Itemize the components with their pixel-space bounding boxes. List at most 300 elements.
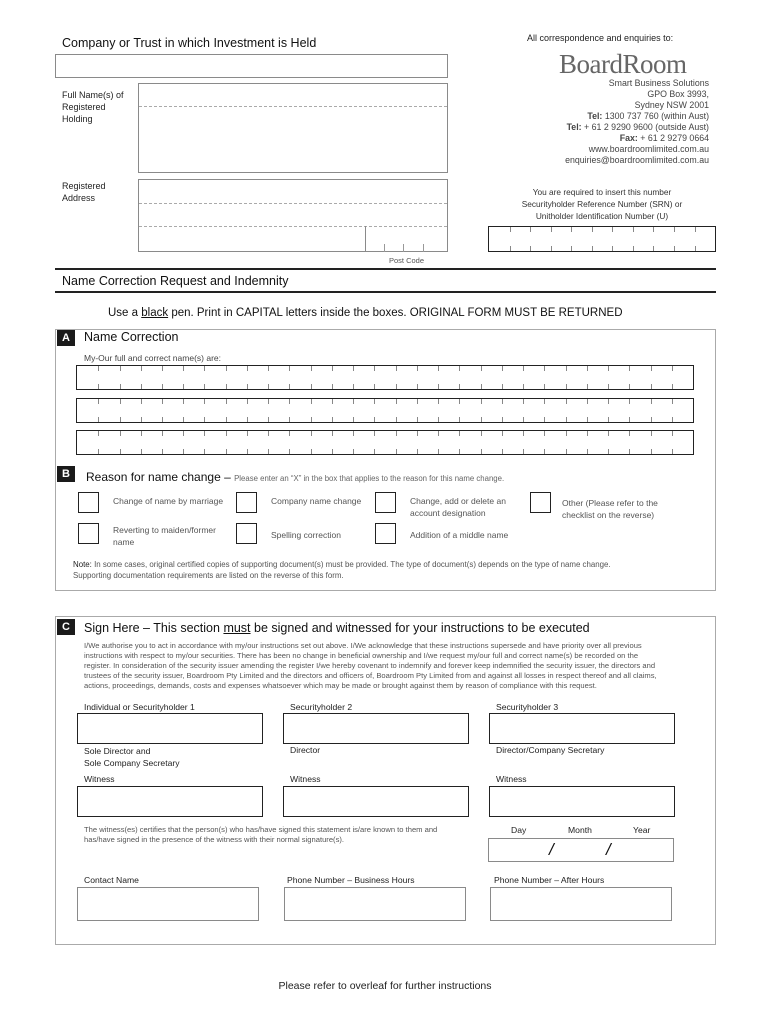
phone-business-input[interactable]	[284, 887, 466, 921]
email: enquiries@boardroomlimited.com.au	[565, 155, 709, 165]
date-separator: /	[606, 840, 611, 859]
witness-note	[84, 825, 437, 845]
company-title: Company or Trust in which Investment is Held	[62, 36, 317, 50]
section-a-title: Name Correction	[84, 330, 179, 344]
comb-tick	[141, 431, 142, 436]
comb-tick	[502, 384, 503, 389]
comb-tick	[374, 384, 375, 389]
comb-tick	[204, 384, 205, 389]
comb-tick	[396, 449, 397, 454]
comb-tick	[226, 431, 227, 436]
comb-tick	[204, 399, 205, 404]
comb-tick	[396, 384, 397, 389]
comb-tick	[141, 366, 142, 371]
comb-tick	[587, 399, 588, 404]
paragraph-line: actions, proceedings, demands, costs and expenses whatsoever which may be made or brought against them by reason of compliance with this request.	[84, 681, 597, 690]
tel-label: Tel:	[566, 122, 582, 132]
witness-box-3[interactable]	[489, 786, 675, 817]
comb-tick	[672, 431, 673, 436]
witness-2-label: Witness	[290, 774, 321, 784]
option-label	[562, 497, 658, 521]
comb-tick	[268, 417, 269, 422]
comb-tick	[523, 449, 524, 454]
full-names-input[interactable]	[138, 83, 448, 173]
note-text: In some cases, original certified copies of supporting document(s) must be provided. The type of document(s) depends on the type of name change.	[94, 560, 611, 569]
tel-intl-value: + 61 2 9290 9600 (outside Aust)	[584, 122, 709, 132]
comb-tick	[502, 417, 503, 422]
option-label: Change of name by marriage	[113, 496, 224, 506]
comb-tick	[98, 399, 99, 404]
company-input[interactable]	[55, 54, 448, 78]
tick	[384, 244, 385, 252]
comb-tick	[629, 399, 630, 404]
comb-tick	[183, 399, 184, 404]
tel-local-value: 1300 737 760 (within Aust)	[604, 111, 709, 121]
name-entry-row-1[interactable]	[76, 365, 694, 390]
checkbox-designation[interactable]	[375, 492, 396, 513]
website: www.boardroomlimited.com.au	[588, 144, 709, 154]
comb-tick	[566, 399, 567, 404]
witness-box-1[interactable]	[77, 786, 263, 817]
comb-tick	[417, 399, 418, 404]
comb-tick	[438, 366, 439, 371]
comb-tick	[459, 366, 460, 371]
comb-tick	[629, 449, 630, 454]
comb-tick	[141, 384, 142, 389]
section-c-title-text: Sign Here – This section	[84, 621, 220, 635]
comb-tick	[311, 449, 312, 454]
comb-tick	[523, 366, 524, 371]
comb-tick	[544, 399, 545, 404]
post-code-label: Post Code	[389, 256, 425, 265]
srn-instruction-line: Securityholder Reference Number (SRN) or	[521, 199, 683, 209]
comb-tick	[204, 431, 205, 436]
tel-label: Tel:	[587, 111, 603, 121]
comb-tick	[566, 449, 567, 454]
phone-after-label: Phone Number – After Hours	[494, 875, 605, 885]
comb-tick	[481, 449, 482, 454]
comb-tick	[247, 417, 248, 422]
full-names-label-line: Full Name(s) of	[62, 90, 124, 100]
instruction-line	[108, 307, 623, 319]
comb-tick	[247, 399, 248, 404]
comb-tick	[204, 417, 205, 422]
section-b-badge: B	[57, 466, 75, 482]
comb-tick	[120, 399, 121, 404]
comb-tick	[587, 431, 588, 436]
section-b-note	[73, 559, 611, 581]
comb-tick	[417, 384, 418, 389]
section-a-badge: A	[57, 330, 75, 346]
comb-tick	[120, 366, 121, 371]
comb-tick	[396, 431, 397, 436]
comb-tick	[183, 384, 184, 389]
comb-tick	[311, 431, 312, 436]
comb-tick	[587, 417, 588, 422]
comb-tick	[502, 399, 503, 404]
section-c-title-underlined: must	[223, 621, 251, 635]
comb-tick	[612, 246, 613, 251]
comb-tick	[332, 399, 333, 404]
comb-tick	[247, 384, 248, 389]
comb-tick	[629, 431, 630, 436]
role-2-label: Director	[290, 745, 321, 755]
comb-tick	[551, 246, 552, 251]
tick	[403, 244, 404, 252]
role-1-label	[84, 745, 180, 769]
option-label: Spelling correction	[271, 530, 341, 540]
comb-tick	[183, 431, 184, 436]
fax-value: + 61 2 9279 0664	[640, 133, 709, 143]
comb-tick	[289, 417, 290, 422]
option-label-line: account designation	[410, 508, 486, 518]
option-label: Company name change	[271, 496, 362, 506]
comb-tick	[629, 384, 630, 389]
comb-tick	[651, 449, 652, 454]
section-b-title: Reason for name change –	[86, 470, 231, 484]
comb-tick	[141, 399, 142, 404]
comb-tick	[566, 384, 567, 389]
checkbox-middle-name[interactable]	[375, 523, 396, 544]
comb-tick	[438, 431, 439, 436]
comb-tick	[608, 366, 609, 371]
checkbox-company-name[interactable]	[236, 492, 257, 513]
name-entry-row-3[interactable]	[76, 430, 694, 455]
comb-tick	[481, 399, 482, 404]
comb-tick	[544, 431, 545, 436]
comb-tick	[332, 417, 333, 422]
witness-note-line: The witness(es) certifies that the person(s) who has/have signed this statement is/are known to them and	[84, 825, 438, 834]
signature-box-1[interactable]	[77, 713, 263, 744]
checkbox-marriage[interactable]	[78, 492, 99, 513]
comb-tick	[396, 366, 397, 371]
comb-tick	[551, 227, 552, 232]
comb-tick	[608, 417, 609, 422]
comb-tick	[459, 417, 460, 422]
comb-tick	[417, 449, 418, 454]
comb-tick	[695, 227, 696, 232]
witness-1-label: Witness	[84, 774, 115, 784]
comb-tick	[566, 366, 567, 371]
comb-tick	[587, 449, 588, 454]
comb-tick	[608, 431, 609, 436]
comb-tick	[311, 366, 312, 371]
option-label-line: Other (Please refer to the	[562, 498, 658, 508]
comb-tick	[417, 366, 418, 371]
comb-tick	[268, 366, 269, 371]
holder-3-label: Securityholder 3	[496, 702, 559, 712]
tel-local	[480, 111, 709, 122]
comb-tick	[523, 384, 524, 389]
comb-tick	[183, 366, 184, 371]
comb-tick	[332, 366, 333, 371]
comb-tick	[544, 384, 545, 389]
comb-tick	[629, 366, 630, 371]
phone-after-input[interactable]	[490, 887, 672, 921]
witness-3-label: Witness	[496, 774, 527, 784]
comb-tick	[311, 399, 312, 404]
comb-tick	[530, 246, 531, 251]
comb-tick	[523, 431, 524, 436]
comb-tick	[268, 384, 269, 389]
comb-tick	[502, 449, 503, 454]
comb-tick	[653, 246, 654, 251]
comb-tick	[204, 449, 205, 454]
comb-tick	[651, 384, 652, 389]
comb-tick	[629, 417, 630, 422]
srn-instruction	[488, 186, 716, 222]
comb-tick	[523, 417, 524, 422]
comb-tick	[268, 399, 269, 404]
comb-tick	[247, 366, 248, 371]
comb-tick	[353, 384, 354, 389]
comb-tick	[571, 246, 572, 251]
indemnity-paragraph	[84, 641, 694, 691]
comb-tick	[226, 449, 227, 454]
srn-instruction-line: Unitholder Identification Number (U)	[535, 211, 669, 221]
comb-tick	[481, 431, 482, 436]
date-input[interactable]	[488, 838, 674, 862]
comb-tick	[183, 449, 184, 454]
comb-tick	[544, 449, 545, 454]
comb-tick	[98, 417, 99, 422]
comb-tick	[417, 431, 418, 436]
comb-tick	[672, 449, 673, 454]
address-label	[62, 180, 106, 204]
name-entry-row-2[interactable]	[76, 398, 694, 423]
comb-tick	[438, 384, 439, 389]
comb-tick	[587, 384, 588, 389]
address-line: Sydney NSW 2001	[634, 100, 709, 110]
witness-note-line: has/have signed in the presence of the witness with their normal signature(s).	[84, 835, 345, 844]
srn-instruction-line: You are required to insert this number	[532, 187, 672, 197]
comb-tick	[289, 449, 290, 454]
comb-tick	[608, 449, 609, 454]
option-label-line: Reverting to maiden/former	[113, 525, 216, 535]
day-label: Day	[511, 825, 527, 835]
full-names-label-line: Registered	[62, 102, 106, 112]
role-line: Sole Director and	[84, 746, 151, 756]
comb-tick	[544, 417, 545, 422]
comb-tick	[268, 449, 269, 454]
holder-1-label: Individual or Securityholder 1	[84, 702, 195, 712]
comb-tick	[502, 366, 503, 371]
comb-tick	[289, 384, 290, 389]
comb-tick	[183, 417, 184, 422]
tel-intl	[480, 122, 709, 133]
comb-tick	[502, 431, 503, 436]
comb-tick	[653, 227, 654, 232]
comb-tick	[98, 384, 99, 389]
line-divider	[139, 106, 447, 107]
comb-tick	[481, 384, 482, 389]
fax-label: Fax:	[619, 133, 638, 143]
comb-tick	[162, 449, 163, 454]
correspondence-heading: All correspondence and enquiries to:	[527, 33, 674, 43]
comb-tick	[204, 366, 205, 371]
comb-tick	[459, 431, 460, 436]
comb-tick	[651, 399, 652, 404]
comb-tick	[353, 366, 354, 371]
registry-contact-block	[480, 78, 709, 166]
comb-tick	[353, 417, 354, 422]
paragraph-line: register. In consideration of the security issuer amending the register I/we hereby covenant to indemnify and forever keep indemnified the security issuer, the directors and	[84, 661, 656, 670]
comb-tick	[289, 431, 290, 436]
checkbox-other[interactable]	[530, 492, 551, 513]
comb-tick	[459, 384, 460, 389]
section-b-heading	[86, 470, 504, 484]
comb-tick	[672, 384, 673, 389]
signature-box-3[interactable]	[489, 713, 675, 744]
postcode-divider	[365, 226, 366, 252]
tick	[423, 244, 424, 252]
comb-tick	[544, 366, 545, 371]
comb-tick	[247, 449, 248, 454]
comb-tick	[247, 431, 248, 436]
comb-tick	[459, 399, 460, 404]
comb-tick	[438, 449, 439, 454]
comb-tick	[417, 417, 418, 422]
line-divider	[139, 226, 447, 227]
contact-name-input[interactable]	[77, 887, 259, 921]
comb-tick	[674, 246, 675, 251]
full-names-label	[62, 89, 124, 125]
comb-tick	[672, 417, 673, 422]
section-a-prompt: My-Our full and correct name(s) are:	[84, 353, 221, 363]
comb-tick	[353, 449, 354, 454]
comb-tick	[141, 449, 142, 454]
comb-tick	[353, 399, 354, 404]
footer-note: Please refer to overleaf for further instructions	[278, 980, 492, 992]
address-label-line: Address	[62, 193, 96, 203]
comb-tick	[651, 366, 652, 371]
instruction-text: Use a	[108, 307, 139, 319]
note-text: Supporting documentation requirements are listed on the reverse of this form.	[73, 571, 344, 580]
comb-tick	[651, 417, 652, 422]
form-title: Name Correction Request and Indemnity	[62, 274, 289, 288]
comb-tick	[374, 417, 375, 422]
note-label: Note:	[73, 560, 92, 569]
comb-tick	[226, 366, 227, 371]
address-input[interactable]	[138, 179, 448, 252]
tagline: Smart Business Solutions	[608, 78, 709, 88]
fax	[480, 133, 709, 144]
paragraph-line: trustees of the security issuer, Boardroom Pty Limited and the directors and officers of, Boardroom Pty Limited from and against all losses in respect thereof and all claims,	[84, 671, 657, 680]
comb-tick	[633, 246, 634, 251]
comb-tick	[612, 227, 613, 232]
role-3-label: Director/Company Secretary	[496, 745, 605, 755]
comb-tick	[162, 384, 163, 389]
phone-business-label: Phone Number – Business Hours	[287, 875, 415, 885]
comb-tick	[459, 449, 460, 454]
role-line: Sole Company Secretary	[84, 758, 180, 768]
boardroom-logo: BoardRoom	[559, 49, 687, 79]
comb-tick	[571, 227, 572, 232]
comb-tick	[633, 227, 634, 232]
comb-tick	[566, 417, 567, 422]
comb-tick	[120, 431, 121, 436]
comb-tick	[566, 431, 567, 436]
comb-tick	[98, 431, 99, 436]
comb-tick	[120, 417, 121, 422]
comb-tick	[592, 227, 593, 232]
comb-tick	[481, 366, 482, 371]
comb-tick	[332, 431, 333, 436]
comb-tick	[396, 417, 397, 422]
section-b-subtitle: Please enter an “X” in the box that applies to the reason for this name change.	[234, 474, 505, 483]
comb-tick	[530, 227, 531, 232]
paragraph-line: I/We authorise you to act in accordance with my/our instructions set out above. I/We acknowledge that these instructions supersede and have priority over all previous	[84, 641, 642, 650]
comb-tick	[651, 431, 652, 436]
comb-tick	[608, 384, 609, 389]
comb-tick	[162, 399, 163, 404]
comb-tick	[587, 366, 588, 371]
comb-tick	[162, 417, 163, 422]
comb-tick	[695, 246, 696, 251]
checkbox-maiden-name[interactable]	[78, 523, 99, 544]
comb-tick	[674, 227, 675, 232]
comb-tick	[120, 384, 121, 389]
comb-tick	[311, 384, 312, 389]
comb-tick	[289, 366, 290, 371]
comb-tick	[120, 449, 121, 454]
comb-tick	[162, 431, 163, 436]
title-top-rule	[55, 268, 716, 270]
comb-tick	[396, 399, 397, 404]
full-names-label-line: Holding	[62, 114, 93, 124]
comb-tick	[438, 417, 439, 422]
contact-name-label: Contact Name	[84, 875, 139, 885]
comb-tick	[374, 431, 375, 436]
option-label	[113, 524, 216, 548]
section-c-badge: C	[57, 619, 75, 635]
comb-tick	[523, 399, 524, 404]
srn-input[interactable]	[488, 226, 716, 252]
date-separator: /	[549, 840, 554, 859]
option-label-line: checklist on the reverse)	[562, 510, 655, 520]
option-label	[410, 495, 506, 519]
instruction-text: pen. Print in CAPITAL letters inside the boxes. ORIGINAL FORM MUST BE RETURNED	[171, 307, 623, 319]
comb-tick	[289, 399, 290, 404]
comb-tick	[374, 366, 375, 371]
comb-tick	[510, 227, 511, 232]
comb-tick	[141, 417, 142, 422]
comb-tick	[332, 449, 333, 454]
line-divider	[139, 203, 447, 204]
comb-tick	[226, 399, 227, 404]
checkbox-spelling[interactable]	[236, 523, 257, 544]
comb-tick	[592, 246, 593, 251]
address-line: GPO Box 3993,	[647, 89, 709, 99]
comb-tick	[268, 431, 269, 436]
instruction-underlined: black	[141, 307, 169, 319]
comb-tick	[162, 366, 163, 371]
option-label: Addition of a middle name	[410, 530, 509, 540]
signature-box-2[interactable]	[283, 713, 469, 744]
option-label-line: Change, add or delete an	[410, 496, 506, 506]
comb-tick	[672, 366, 673, 371]
section-c-title	[84, 621, 590, 635]
comb-tick	[98, 366, 99, 371]
witness-box-2[interactable]	[283, 786, 469, 817]
month-label: Month	[568, 825, 592, 835]
holder-2-label: Securityholder 2	[290, 702, 353, 712]
comb-tick	[374, 399, 375, 404]
comb-tick	[481, 417, 482, 422]
comb-tick	[311, 417, 312, 422]
comb-tick	[374, 449, 375, 454]
year-label: Year	[633, 825, 651, 835]
